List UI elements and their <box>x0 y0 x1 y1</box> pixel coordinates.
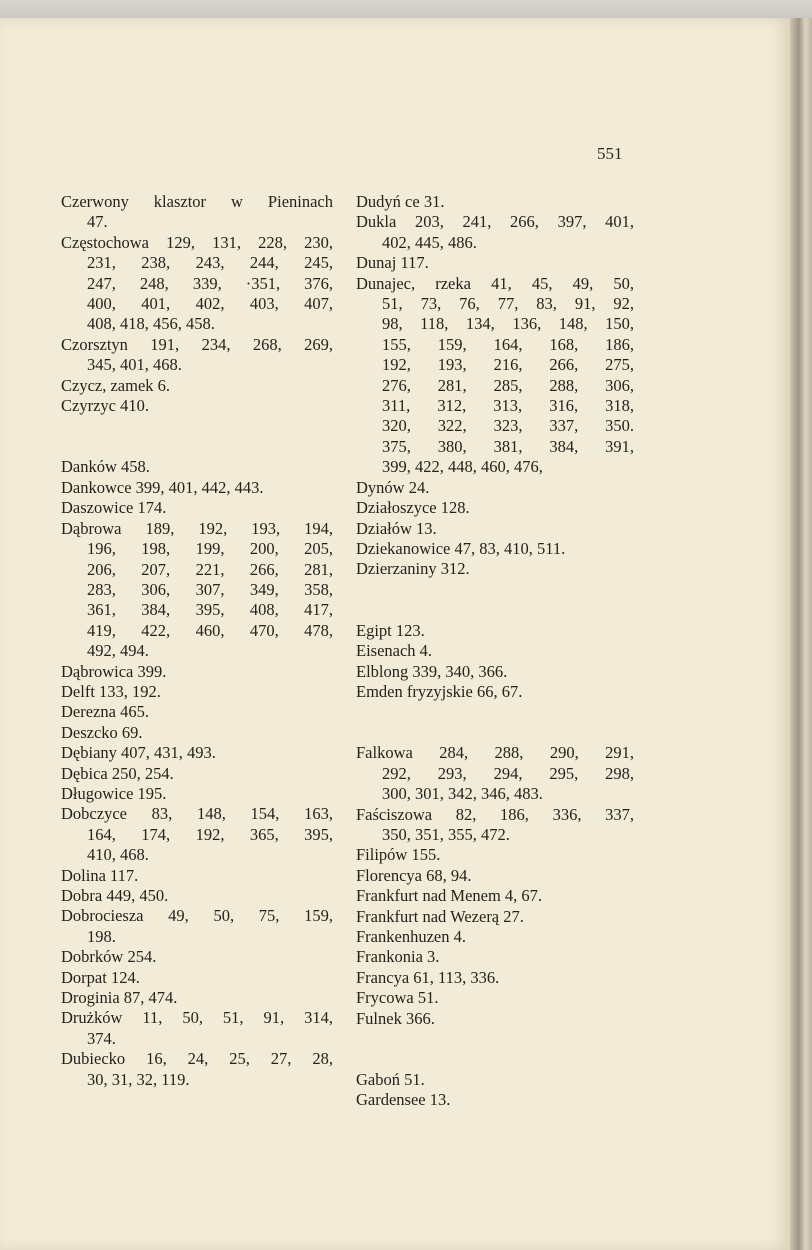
index-entry-headline: Dunaj 117. <box>356 253 429 273</box>
index-entry <box>356 478 634 498</box>
index-entry-headline: Filipów 155. <box>356 845 441 865</box>
index-entry-headline: Falkowa 284, 288, 290, 291, <box>356 743 634 763</box>
index-entry <box>356 621 634 641</box>
index-entry-continuation: 192, 193, 216, 266, 275, <box>382 355 634 375</box>
index-entry <box>356 886 634 906</box>
index-entry-headline: Dynów 24. <box>356 477 430 497</box>
index-entry-continuation: 361, 384, 395, 408, 417, <box>87 600 333 620</box>
index-entry-continuation: 164, 174, 192, 365, 395, <box>87 824 333 844</box>
index-entry-continuation: 206, 207, 221, 266, 281, <box>87 559 333 579</box>
section-gap <box>356 580 634 621</box>
index-entry <box>356 805 634 846</box>
index-entry <box>356 498 634 518</box>
index-entry <box>61 866 333 886</box>
index-entry <box>356 539 634 559</box>
index-entry-headline: Gaboń 51. <box>356 1070 425 1090</box>
index-entry-headline: Dubiecko 16, 24, 25, 27, 28, <box>61 1049 333 1069</box>
index-entry-headline: Działów 13. <box>356 518 437 538</box>
index-entry <box>61 376 333 396</box>
index-entry <box>356 845 634 865</box>
index-entry <box>61 743 333 763</box>
index-entry <box>356 519 634 539</box>
index-entry-headline: Deszcko 69. <box>61 722 143 742</box>
index-entry <box>61 682 333 702</box>
index-entry <box>356 947 634 967</box>
index-entry-headline: Dziekanowice 47, 83, 410, 511. <box>356 538 566 558</box>
index-entry <box>61 1049 333 1090</box>
index-entry-headline: Danków 458. <box>61 457 150 477</box>
index-entry <box>356 1009 634 1029</box>
index-entry <box>61 396 333 416</box>
index-entry-headline: Florencya 68, 94. <box>356 865 472 885</box>
index-entry-continuation: 276, 281, 285, 288, 306, <box>382 375 634 395</box>
index-entry <box>61 478 333 498</box>
index-entry <box>61 968 333 988</box>
index-entry <box>356 559 634 579</box>
index-entry <box>61 335 333 376</box>
index-entry-continuation: 247, 248, 339, ·351, 376, <box>87 273 333 293</box>
index-entry-headline: Francya 61, 113, 336. <box>356 967 500 987</box>
index-entry-headline: Frankfurt nad Wezerą 27. <box>356 906 524 926</box>
scanner-top-strip <box>0 0 812 20</box>
section-gap <box>356 1029 634 1070</box>
index-entry <box>61 662 333 682</box>
index-column-right <box>356 192 634 1111</box>
index-entry-headline: Dolina 117. <box>61 865 139 885</box>
index-entry-headline: Dudyń ce 31. <box>356 192 445 211</box>
index-entry <box>356 968 634 988</box>
index-entry-continuation: 320, 322, 323, 337, 350. <box>382 416 634 436</box>
index-entry <box>356 743 634 804</box>
index-entry-continuation: 375, 380, 381, 384, 391, <box>382 436 634 456</box>
index-entry-headline: Frankonia 3. <box>356 947 440 967</box>
index-entry <box>356 1090 634 1110</box>
index-entry-headline: Czerwony klasztor w Pieninach <box>61 192 333 211</box>
index-entry-continuation: 408, 418, 456, 458. <box>87 314 215 334</box>
index-entry-headline: Droginia 87, 474. <box>61 988 178 1008</box>
index-entry-continuation: 30, 31, 32, 119. <box>87 1069 190 1089</box>
index-entry-headline: Emden fryzyjskie 66, 67. <box>356 681 523 701</box>
index-entry-continuation: 492, 494. <box>87 641 149 661</box>
index-entry <box>61 519 333 662</box>
index-entry-continuation: 283, 306, 307, 349, 358, <box>87 579 333 599</box>
index-entry-headline: Dzierzaniny 312. <box>356 559 470 579</box>
index-entry-continuation: 311, 312, 313, 316, 318, <box>382 396 634 416</box>
index-entry-headline: Czycz, zamek 6. <box>61 375 171 395</box>
index-entry-headline: Dobrków 254. <box>61 947 157 967</box>
index-entry-headline: Długowice 195. <box>61 783 167 803</box>
index-entry <box>61 233 333 335</box>
index-entry-headline: Częstochowa 129, 131, 228, 230, <box>61 232 333 252</box>
index-entry-headline: Czyrzyc 410. <box>61 396 149 416</box>
index-entry <box>61 784 333 804</box>
index-entry-headline: Dorpat 124. <box>61 967 140 987</box>
index-entry-headline: Dębica 250, 254. <box>61 763 174 783</box>
index-entry <box>61 702 333 722</box>
index-entry-continuation: 402, 445, 486. <box>382 232 477 252</box>
index-entry <box>61 764 333 784</box>
index-entry-continuation: 198. <box>87 926 116 946</box>
index-entry-headline: Drużków 11, 50, 51, 91, 314, <box>61 1008 333 1028</box>
index-entry-headline: Dobrociesza 49, 50, 75, 159, <box>61 906 333 926</box>
index-entry <box>61 947 333 967</box>
index-entry <box>356 212 634 253</box>
index-entry-continuation: 345, 401, 468. <box>87 355 182 375</box>
index-entry-headline: Dębiany 407, 431, 493. <box>61 743 216 763</box>
index-entry <box>356 662 634 682</box>
index-entry <box>356 1070 634 1090</box>
index-entry-continuation: 410, 468. <box>87 845 149 865</box>
index-entry-headline: Frankfurt nad Menem 4, 67. <box>356 886 543 906</box>
index-entry <box>61 886 333 906</box>
index-entry-continuation: 300, 301, 342, 346, 483. <box>382 784 543 804</box>
index-column-left <box>61 192 333 1090</box>
index-entry <box>61 192 333 233</box>
index-entry-headline: Dąbrowa 189, 192, 193, 194, <box>61 518 333 538</box>
index-entry-headline: Dankowce 399, 401, 442, 443. <box>61 477 264 497</box>
page-number: 551 <box>597 144 623 163</box>
index-entry <box>356 682 634 702</box>
index-entry-continuation: 399, 422, 448, 460, 476, <box>382 457 543 477</box>
section-gap <box>61 416 333 457</box>
index-entry <box>356 866 634 886</box>
index-entry-headline: Daszowice 174. <box>61 498 167 518</box>
index-entry <box>61 1008 333 1049</box>
index-entry-continuation: 196, 198, 199, 200, 205, <box>87 539 333 559</box>
index-entry-headline: Dunajec, rzeka 41, 45, 49, 50, <box>356 273 634 293</box>
index-entry-continuation: 419, 422, 460, 470, 478, <box>87 620 333 640</box>
index-entry-headline: Eisenach 4. <box>356 641 433 661</box>
index-entry <box>61 723 333 743</box>
index-entry-headline: Czorsztyn 191, 234, 268, 269, <box>61 334 333 354</box>
index-entry-headline: Gardensee 13. <box>356 1090 451 1110</box>
index-entry <box>61 988 333 1008</box>
index-entry-continuation: 350, 351, 355, 472. <box>382 824 510 844</box>
index-entry <box>61 498 333 518</box>
index-entry-headline: Frankenhuzen 4. <box>356 927 466 946</box>
index-entry-continuation: 231, 238, 243, 244, 245, <box>87 253 333 273</box>
index-entry-headline: Dąbrowica 399. <box>61 661 167 681</box>
index-entry-headline: Dukla 203, 241, 266, 397, 401, <box>356 212 634 232</box>
index-entry-headline: Fulnek 366. <box>356 1008 435 1028</box>
index-entry <box>356 274 634 478</box>
index-entry-continuation: 374. <box>87 1028 116 1048</box>
index-entry-continuation: 51, 73, 76, 77, 83, 91, 92, <box>382 294 634 314</box>
index-entry <box>356 907 634 927</box>
index-entry <box>356 927 634 947</box>
index-entry <box>356 253 634 273</box>
book-spine-edge <box>790 18 812 1250</box>
index-entry-headline: Elblong 339, 340, 366. <box>356 661 508 681</box>
index-entry-headline: Egipt 123. <box>356 620 425 640</box>
index-entry-headline: Dobczyce 83, 148, 154, 163, <box>61 804 333 824</box>
index-entry-headline: Działoszyce 128. <box>356 498 470 518</box>
index-entry-continuation: 98, 118, 134, 136, 148, 150, <box>382 314 634 334</box>
index-entry <box>356 192 634 212</box>
index-entry <box>61 457 333 477</box>
index-entry <box>61 906 333 947</box>
index-entry-continuation: 47. <box>87 212 108 232</box>
index-entry <box>356 641 634 661</box>
index-entry-continuation: 292, 293, 294, 295, 298, <box>382 763 634 783</box>
index-entry-headline: Frycowa 51. <box>356 988 439 1008</box>
index-entry <box>356 988 634 1008</box>
index-entry <box>61 804 333 865</box>
index-entry-continuation: 400, 401, 402, 403, 407, <box>87 294 333 314</box>
index-entry-continuation: 155, 159, 164, 168, 186, <box>382 334 634 354</box>
index-entry-headline: Derezna 465. <box>61 702 149 722</box>
index-entry-headline: Delft 133, 192. <box>61 681 161 701</box>
index-entry-headline: Faściszowa 82, 186, 336, 337, <box>356 804 634 824</box>
index-entry-headline: Dobra 449, 450. <box>61 886 169 905</box>
section-gap <box>356 702 634 743</box>
